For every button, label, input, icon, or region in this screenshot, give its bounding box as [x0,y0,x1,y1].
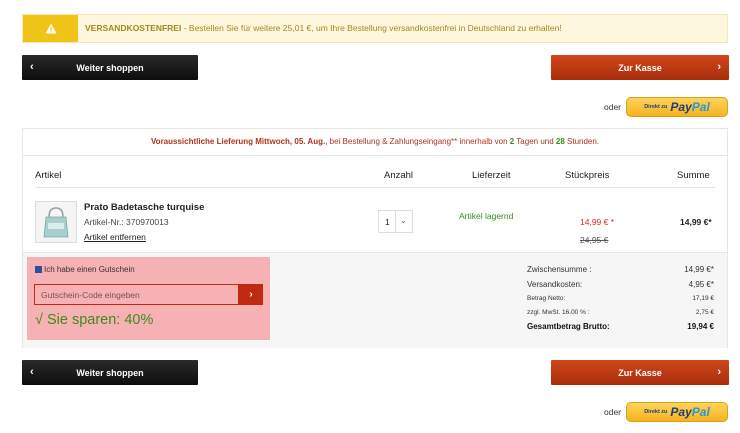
availability-status: Artikel lagernd [459,211,514,221]
header-article: Artikel [35,170,62,181]
paypal-button[interactable] [626,97,728,117]
chevron-right-icon: › [717,61,721,73]
header-delivery-time: Lieferzeit [472,170,511,181]
or-label: oder [604,102,622,112]
shipping-label: Versandkosten: [527,280,583,289]
header-sum: Summe [677,170,710,181]
vat-value: 2,75 € [695,309,714,316]
product-article-number: Artikel-Nr.: 370970013 [84,217,169,227]
unit-price-sale: 14,99 € * [580,217,615,227]
chevron-left-icon: ‹ [30,366,34,378]
net-value: 17,19 € [692,295,714,302]
unit-price-original: 24,95 € [580,235,609,245]
shipping-value: 4,95 €* [688,280,714,289]
free-shipping-notice [22,14,728,43]
checkout-button-bottom[interactable] [551,360,729,385]
gross-total-value: 19,94 € [687,322,714,331]
chevron-right-icon: › [717,366,721,378]
quantity-select[interactable] [378,210,413,233]
chevron-left-icon: ‹ [30,61,34,73]
coupon-submit-button[interactable] [239,284,263,305]
savings-message: √ Sie sparen: 40% [35,312,154,328]
checkout-label: Zur Kasse [618,62,662,73]
paypal-direct-label: Direkt zu [644,104,668,110]
divider [23,252,727,253]
continue-shopping-label: Weiter shoppen [76,367,144,378]
subtotal-value: 14,99 €* [684,265,714,274]
gross-total-label: Gesamtbetrag Brutto: [527,322,610,331]
paypal-button-bottom[interactable] [626,402,728,422]
quantity-value: 1 [385,217,390,227]
continue-shopping-button[interactable] [22,55,198,80]
continue-shopping-label: Weiter shoppen [76,62,144,73]
divider [23,155,727,156]
header-quantity: Anzahl [384,170,414,181]
chevron-right-icon: › [249,289,253,300]
coupon-placeholder: Gutschein-Code eingeben [41,290,140,300]
product-name[interactable]: Prato Badetasche turquise [84,202,205,213]
notice-text: VERSANDKOSTENFREI - Bestellen Sie für weitere 25,01 €, um Ihre Bestellung versandkostenfrei in Deutschland zu erhalten! [85,23,562,33]
coupon-checkbox[interactable] [35,266,42,273]
or-label: oder [604,407,622,417]
remove-item-link[interactable]: Artikel entfernen [84,232,146,242]
divider [35,187,715,188]
product-thumbnail[interactable] [35,201,77,243]
vat-label: zzgl. MwSt. 16.00 % : [527,309,590,316]
paypal-logo: PayPal [670,405,710,419]
delivery-estimate: Voraussichtliche Lieferung Mittwoch, 05. Aug., bei Bestellung & Zahlungseingang** innerhalb von 2 Tagen und 28 Stunden. [150,137,600,146]
paypal-direct-label: Direkt zu [644,409,668,415]
checkout-label: Zur Kasse [618,367,662,378]
header-unit-price: Stückpreis [565,170,610,181]
quantity-divider [395,211,396,232]
chevron-down-icon: ⌄ [400,216,407,225]
coupon-code-input[interactable] [34,284,239,305]
coupon-section [27,257,270,340]
warning-icon [23,15,78,42]
line-sum: 14,99 €* [680,217,712,227]
net-label: Betrag Netto: [527,295,566,302]
paypal-logo: PayPal [670,100,710,114]
coupon-checkbox-label[interactable]: Ich habe einen Gutschein [44,265,135,274]
subtotal-label: Zwischensumme : [527,265,592,274]
continue-shopping-button-bottom[interactable] [22,360,198,385]
checkout-button[interactable] [551,55,729,80]
